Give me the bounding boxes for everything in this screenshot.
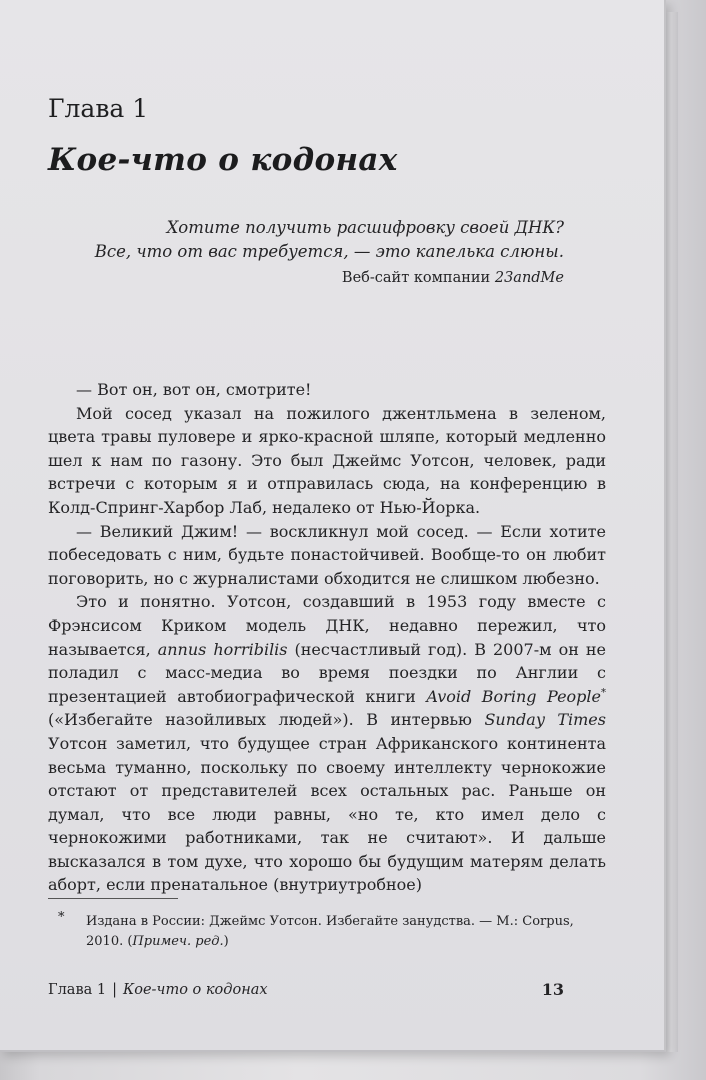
footer-chapter: Глава 1	[48, 982, 107, 998]
paragraph-4-part-d: Уотсон заметил, что будущее стран Африканского континента весьма туманно, поскольку по своему интеллекту чернокожие отстают от представителей всех остальных рас. Раньше он думал, что все люди равны, «но те, кто имел дело с чернокожими работниками, так не считают». И дальше высказался в том духе, что хорошо бы будущим матерям делать аборт, если пренатальное (внутриутробное)	[48, 733, 606, 895]
chapter-title: Кое-что о кодонах	[48, 142, 398, 178]
footnote-divider	[48, 898, 178, 899]
footnote-mark: *	[58, 910, 65, 925]
page-number: 13	[541, 980, 564, 999]
page-edge	[664, 12, 678, 1052]
paragraph-4	[48, 590, 606, 897]
epigraph-source	[342, 270, 564, 286]
paragraph-4-part-b: (несчастливый год). В 2007-м он не поладил с масс-медиа во время поездки по Англии с презентацией автобиографической книги	[48, 639, 607, 706]
footnote-text: Издана в России: Джеймс Уотсон. Избегайте занудства. — М.: Corpus, 2010. (	[86, 914, 574, 949]
running-footer	[48, 982, 268, 998]
footnote	[48, 912, 606, 952]
footer-title: Кое-что о кодонах	[123, 982, 268, 998]
epigraph	[95, 216, 564, 264]
book-title: Avoid Boring People	[426, 686, 601, 706]
epigraph-source-company: 23andMe	[494, 270, 564, 286]
paragraph-4-part-a: Это и понятно. Уотсон, создавший в 1953 году вместе с Фрэнсисом Криком модель ДНК, недавно пережил, что называется,	[48, 592, 606, 659]
epigraph-line-1: Хотите получить расшифровку своей ДНК?	[166, 218, 564, 237]
paragraph-1: — Вот он, вот он, смотрите!	[76, 380, 312, 399]
body-text	[48, 378, 606, 897]
epigraph-line-2: Все, что от вас требуется, — это капелька слюны.	[94, 242, 564, 261]
footnote-note-label: Примеч. ред.	[132, 934, 224, 949]
epigraph-source-prefix: Веб-сайт компании	[341, 270, 495, 286]
chapter-label: Глава 1	[48, 94, 149, 123]
paragraph-3: — Великий Джим! — воскликнул мой сосед. — Если хотите побеседовать с ним, будьте понастойчивей. Вообще-то он любит поговорить, но с журналистами обходится не слишком любезно.	[48, 521, 606, 588]
paragraph-4-part-c: («Избегайте назойливых людей»). В интервью	[48, 710, 485, 730]
latin-phrase: annus horribilis	[157, 639, 288, 659]
paragraph-2: Мой сосед указал на пожилого джентльмена в зеленом, цвета травы пуловере и ярко-красной шляпе, который медленно шел к нам по газону. Это был Джеймс Уотсон, человек, ради встречи с которым я и отправилась сюда, на конференцию в Колд-Спринг-Харбор Лаб, недалеко от Нью-Йорка.	[48, 403, 606, 517]
footnote-body	[48, 912, 606, 952]
footnote-close: )	[223, 934, 229, 949]
newspaper-title: Sunday Times	[484, 710, 606, 730]
footer-separator: |	[112, 982, 117, 998]
footnote-reference: *	[601, 687, 606, 699]
